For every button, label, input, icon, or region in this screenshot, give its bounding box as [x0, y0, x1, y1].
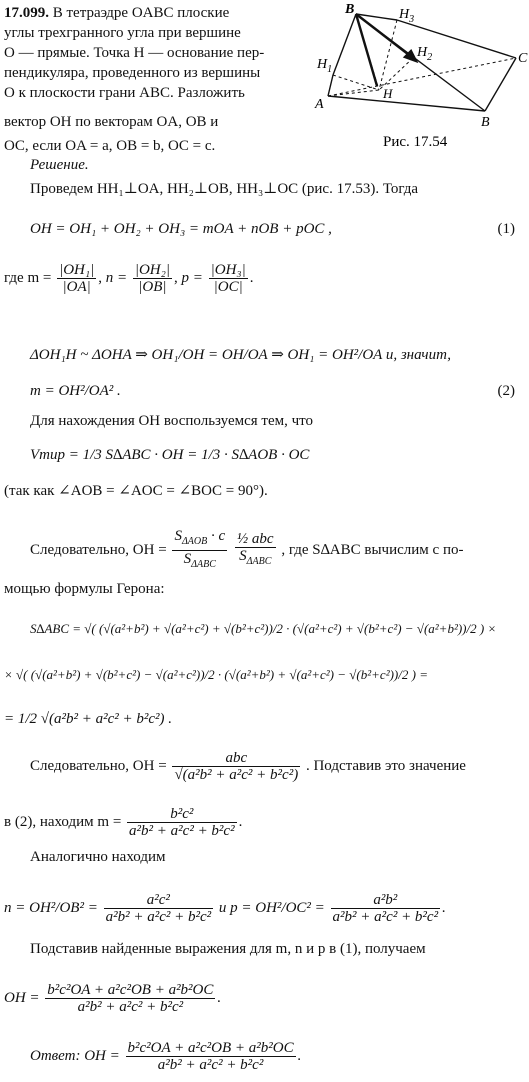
text-line-oh-result: Следовательно, OH = $\frac{\text{abc}}{\text{√(a²b² + a²c² + b²c²)}}$ . Подставив это значение — [30, 750, 466, 783]
text-line-1: Проведем HH₁⊥OA, HH₂⊥OB, HH₃⊥OC (рис. 17.53). Тогда — [30, 181, 419, 197]
problem-line-1: 17.099. В тетраэдре OABC плоские — [4, 5, 230, 21]
fraction-n-result: $\frac{\text{a²c²}}{\text{a²b² + a²c² + b²c²}}$ — [105, 892, 212, 925]
edge-b-h1 — [333, 14, 356, 75]
equation-number-1: (1) — [497, 221, 515, 237]
edge-h3-c — [397, 20, 516, 58]
figure-caption: Рис. 17.54 — [383, 134, 448, 150]
heron-intro: мощью формулы Герона: — [4, 581, 165, 597]
similar-triangles-line: ΔOH₁H ~ ΔOHA ⇒ OH₁/OH = OH/OA ⇒ OH₁ = OH²/OA и, значит, — [30, 347, 452, 363]
dash-h3-h — [379, 20, 397, 90]
n-p-formulas: n = OH²/OB² = $\frac{\text{a²c²}}{\text{a²b² + a²c² + b²c²}}$ и p = OH²/OC² = $\frac{\text{a²b²}}{\text{a²b² + a²c² + b²c²}}$ . — [4, 892, 446, 925]
text-line-oh-ratio: Следовательно, OH = $\frac{S_{\Delta AOB} \cdot c}{S_{\Delta ABC}}$ $\frac{\text{½ abc}}{S_{\Delta ABC}}$ , где S∆ABC вычислим с по- — [30, 528, 463, 573]
heron-line-1: S∆ABC = √( (√(a²+b²) + √(a²+c²) + √(b²+c²))/2 · (√(a²+c²) + √(b²+c²) − √(a²+b²))/2 ) × — [30, 621, 497, 636]
fraction-oh-ratio: $\frac{S_{\Delta AOB} \cdot c}{S_{\Delta ABC}}$ — [174, 528, 226, 570]
right-angles-note: (так как ∠AOB = ∠AOC = ∠BOC = 90°). — [4, 483, 268, 499]
text-line-m-def: где m = $\frac{\text{|OH₁|}}{|OA|}$ , n = $\frac{\text{|OH₂|}}{|OB|}$ , p = $\frac{\text{|OH₃|}}{|OC|}$ . — [4, 262, 254, 295]
problem-number: 17.099. — [4, 5, 49, 21]
dash-h1-h — [333, 75, 379, 90]
fraction-p: $\frac{\text{|OH₃|}}{|OC|}$ — [210, 262, 246, 295]
label-h1: $H_1$ — [317, 57, 333, 75]
label-h3: $H_3$ — [399, 7, 415, 25]
label-a: A — [315, 97, 324, 112]
problem-line-2: углы трехгранного угла при вершине — [4, 25, 241, 41]
fraction-m: $\frac{\text{|OH₁|}}{|OA|}$ — [59, 262, 95, 295]
fraction-answer: $\frac{\text{b²c²OA + a²c²OB + a²b²OC}}{\text{a²b² + a²c² + b²c²}}$ — [127, 1040, 294, 1073]
problem-line-5: O к плоскости грани ABC. Разложить — [4, 85, 245, 101]
label-b-top: B — [345, 2, 355, 17]
result-formula: OH = $\frac{\text{b²c²OA + a²c²OB + a²b²OC}}{\text{a²b² + a²c² + b²c²}}$ . — [4, 982, 222, 1015]
figure-17-54 — [313, 0, 529, 150]
problem-line-4: пендикуляра, проведенного из вершины — [4, 65, 261, 81]
volume-formula: Vтир = 1/3 S∆ABC · OH = 1/3 · S∆AOB · OC — [30, 447, 310, 463]
m-formula: m = OH²/OA² . — [30, 383, 121, 399]
label-b-bottom: B — [481, 115, 490, 130]
fraction-n: $\frac{\text{|OH₂|}}{|OB|}$ — [134, 262, 170, 295]
edge-c-b — [485, 58, 516, 111]
answer-label: Ответ: — [30, 1047, 81, 1064]
heron-line-3: = 1/2 √(a²b² + a²c² + b²c²) . — [4, 711, 173, 727]
fraction-oh-abc: $\frac{\text{½ abc}}{S_{\Delta ABC}}$ — [236, 531, 274, 567]
fraction-oh-result: $\frac{\text{abc}}{\text{√(a²b² + a²c² + b²c²)}}$ — [174, 750, 299, 783]
vector-oh — [356, 14, 377, 86]
label-c: C — [518, 51, 528, 66]
label-h: H — [383, 86, 393, 101]
problem-line-7: OC, если OA = a, OB = b, OC = c. — [4, 138, 216, 154]
label-h2: $H_2$ — [417, 45, 433, 63]
edge-h1-a — [328, 75, 333, 96]
substitution-text: Подставив найденные выражения для m, n и p в (1), получаем — [30, 941, 426, 957]
text-line-m-result: в (2), находим m = $\frac{\text{b²c²}}{\text{a²b² + a²c² + b²c²}}$ . — [4, 806, 243, 839]
text-line-oh-find: Для нахождения OH воспользуемся тем, что — [30, 413, 314, 429]
heron-line-2: × √( (√(a²+b²) + √(b²+c²) − √(a²+c²))/2 · (√(a²+b²) + √(a²+c²) − √(b²+c²))/2 ) = — [4, 667, 428, 682]
fraction-result: $\frac{\text{b²c²OA + a²c²OB + a²b²OC}}{\text{a²b² + a²c² + b²c²}}$ — [47, 982, 214, 1015]
answer-line: Ответ: OH = $\frac{\text{b²c²OA + a²c²OB + a²b²OC}}{\text{a²b² + a²c² + b²c²}}$ . — [30, 1040, 302, 1073]
fraction-p-result: $\frac{\text{a²b²}}{\text{a²b² + a²c² + b²c²}}$ — [332, 892, 439, 925]
solution-label: Решение. — [30, 157, 89, 173]
equation-1: OH = OH₁ + OH₂ + OH₃ = mOA + nOB + pOC , — [30, 221, 332, 237]
edge-a-b — [328, 96, 485, 111]
equation-number-2: (2) — [497, 383, 515, 399]
analogous-text: Аналогично находим — [30, 849, 166, 865]
problem-line-3: O — прямые. Точка H — основание пер- — [4, 45, 265, 61]
problem-line-6: вектор OH по векторам OA, OB и — [4, 114, 219, 130]
fraction-m-result: $\frac{\text{b²c²}}{\text{a²b² + a²c² + b²c²}}$ — [129, 806, 235, 839]
